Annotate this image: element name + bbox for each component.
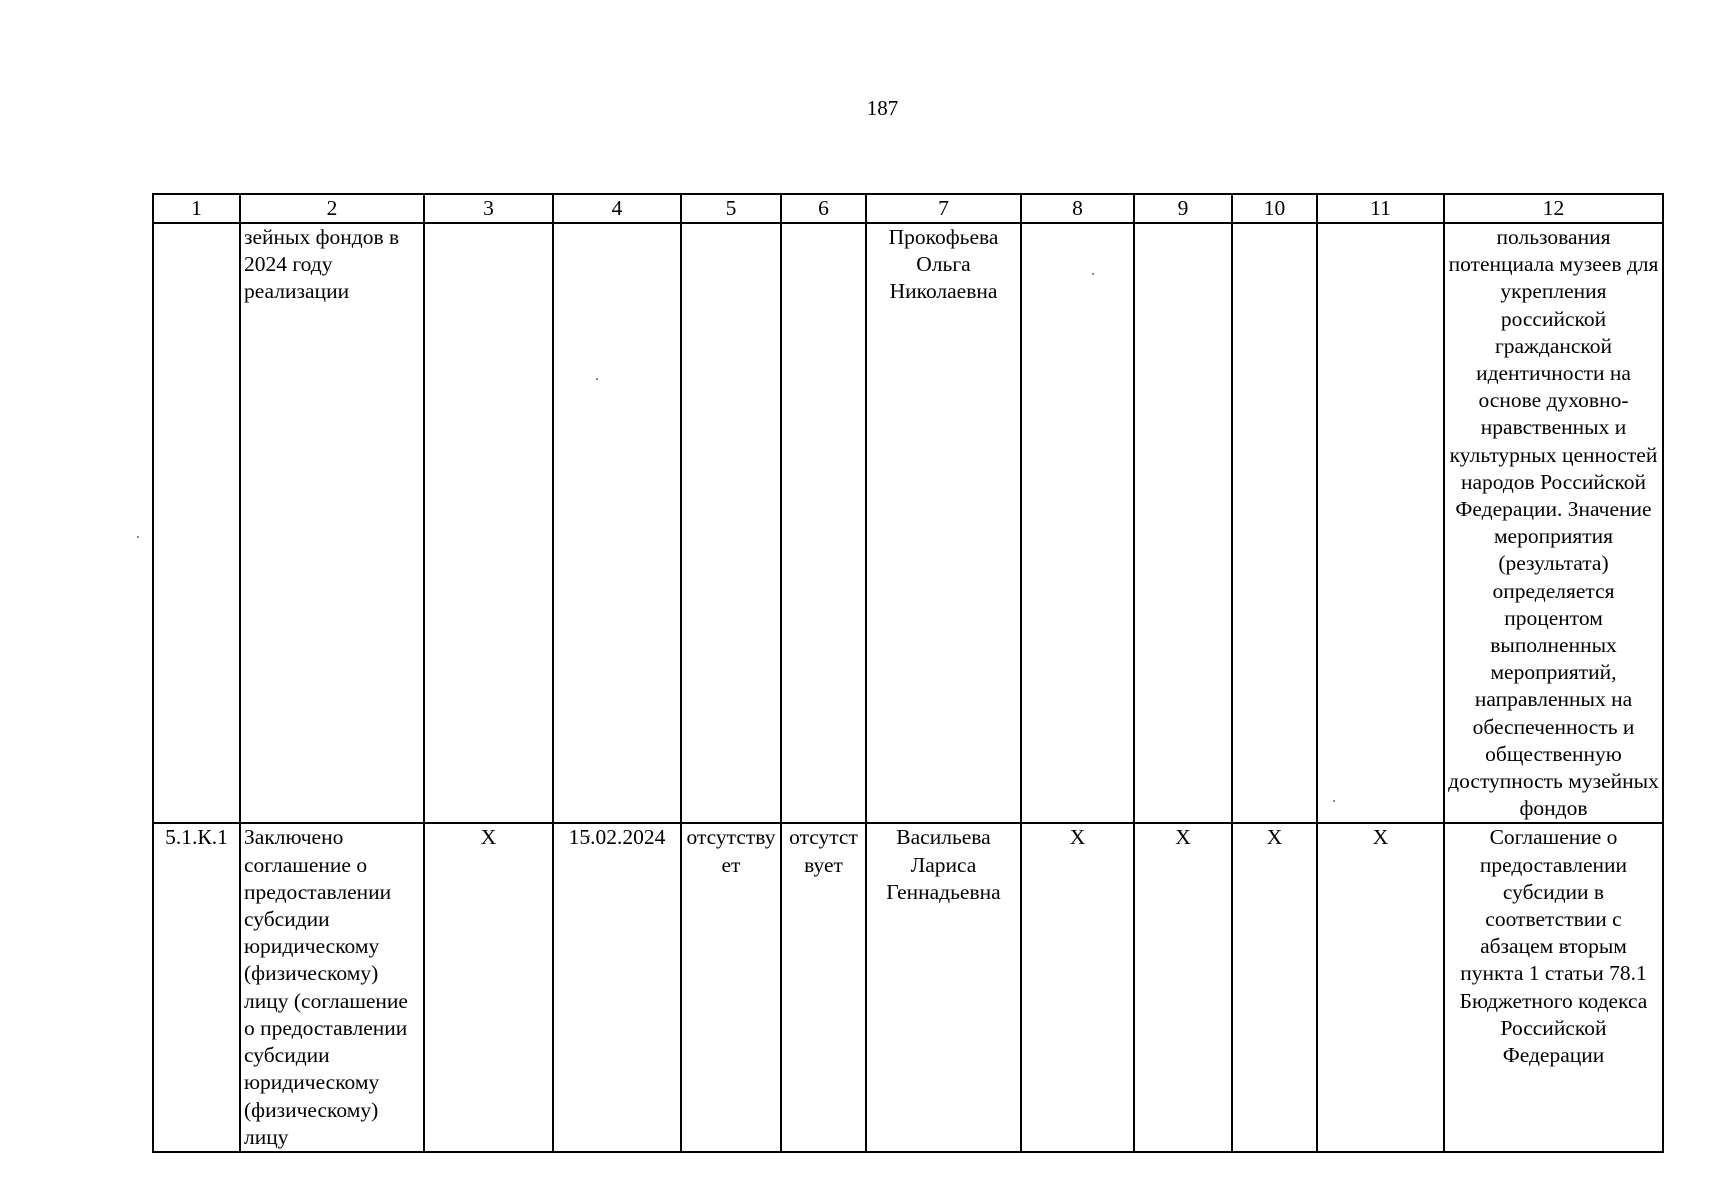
- cell-col11: X: [1317, 823, 1444, 1151]
- cell-col3: [424, 223, 553, 823]
- cell-date: [553, 223, 681, 823]
- header-row: [153, 194, 1663, 223]
- column-header: 7: [866, 194, 1021, 223]
- table-row: [153, 823, 1663, 1151]
- cell-col10: X: [1232, 823, 1317, 1151]
- cell-col11: [1317, 223, 1444, 823]
- column-header: 10: [1232, 194, 1317, 223]
- cell-col10: [1232, 223, 1317, 823]
- page-number: 187: [866, 96, 899, 120]
- cell-col9: [1134, 223, 1232, 823]
- cell-col9: X: [1134, 823, 1232, 1151]
- cell-col3: X: [424, 823, 553, 1151]
- column-header: 5: [681, 194, 781, 223]
- data-table: [152, 193, 1664, 1153]
- column-header: 3: [424, 194, 553, 223]
- scan-speck: [137, 536, 139, 538]
- cell-name: зейных фондов в 2024 году реализации: [240, 223, 424, 823]
- cell-col6: отсутствует: [781, 823, 866, 1151]
- column-header: 4: [553, 194, 681, 223]
- cell-date: 15.02.2024: [553, 823, 681, 1151]
- cell-description: Соглашение о предоставлении субсидии в соответствии с абзацем вторым пункта 1 статьи 78.1 Бюджетного кодекса Российской Федерации: [1444, 823, 1663, 1151]
- cell-responsible: Прокофьева Ольга Николаевна: [866, 223, 1021, 823]
- cell-col8: X: [1021, 823, 1134, 1151]
- cell-col5: [681, 223, 781, 823]
- table-row: [153, 223, 1663, 823]
- column-header: 2: [240, 194, 424, 223]
- cell-col8: [1021, 223, 1134, 823]
- column-header: 8: [1021, 194, 1134, 223]
- cell-name: Заключено соглашение о предоставлении субсидии юридическому (физическому) лицу (соглашение о предоставлении субсидии юридическому (физическому) лицу: [240, 823, 424, 1151]
- column-header: 12: [1444, 194, 1663, 223]
- column-header: 9: [1134, 194, 1232, 223]
- column-header: 1: [153, 194, 240, 223]
- column-header: 6: [781, 194, 866, 223]
- cell-number: 5.1.К.1: [153, 823, 240, 1151]
- cell-description: пользования потенциала музеев для укрепления российской гражданской идентичности на основе духовно-нравственных и культурных ценностей народов Российской Федерации. Значение мероприятия (результата) определяется процентом выполненных мероприятий, направленных на обеспеченность и общественную доступность музейных фондов: [1444, 223, 1663, 823]
- cell-responsible: Васильева Лариса Геннадьевна: [866, 823, 1021, 1151]
- cell-number: [153, 223, 240, 823]
- cell-col5: отсутствует: [681, 823, 781, 1151]
- column-header: 11: [1317, 194, 1444, 223]
- cell-col6: [781, 223, 866, 823]
